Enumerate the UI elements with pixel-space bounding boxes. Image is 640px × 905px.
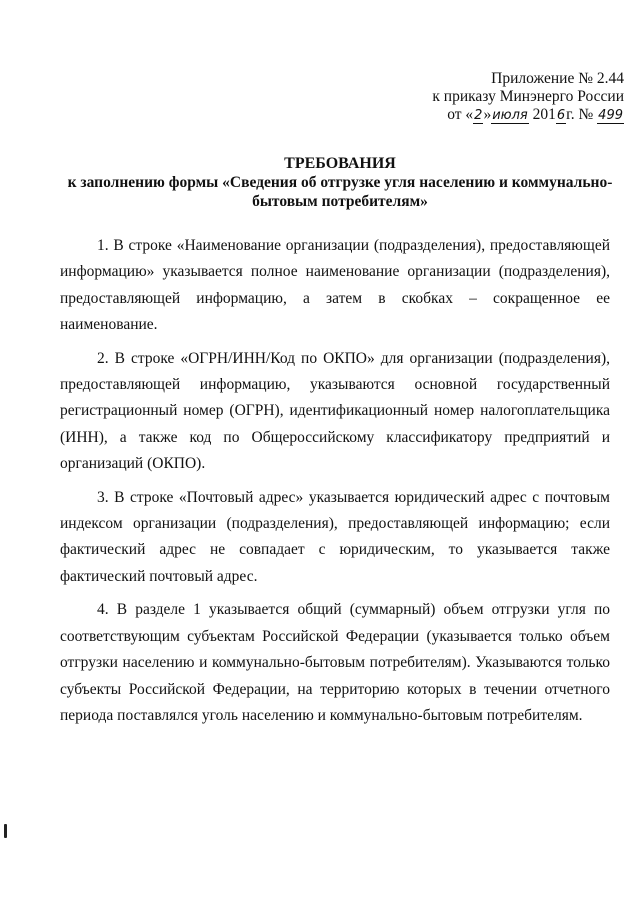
number-prefix: г. № bbox=[566, 106, 598, 123]
appendix-header bbox=[398, 70, 624, 124]
scan-margin-mark bbox=[4, 824, 7, 838]
title-main: ТРЕБОВАНИЯ bbox=[284, 155, 396, 172]
appendix-number: Приложение № 2.44 bbox=[491, 70, 624, 87]
paragraph-2: 2. В строке «ОГРН/ИНН/Код по ОКПО» для организации (подразделения), предоставляющей информацию, указываются основной государственный регистрационный номер (ОГРН), идентификационный номер налогоплательщика (ИНН), а также код по Общероссийскому классификатору предприятий и организаций (ОКПО). bbox=[60, 349, 610, 473]
title-subtitle: к заполнению формы «Сведения об отгрузке угля населению и коммунально-бытовым потребителям» bbox=[67, 174, 613, 210]
requirements-body bbox=[60, 233, 610, 736]
order-reference: к приказу Минэнерго России bbox=[432, 88, 624, 105]
handwritten-day: 2 bbox=[474, 108, 483, 123]
paragraph-1: 1. В строке «Наименование организации (подразделения), предоставляющей информацию» указывается полное наименование организации (подразделения), предоставляющей информацию, а затем в скобках – сокращенное ее наименование. bbox=[60, 237, 610, 334]
date-prefix: от « bbox=[447, 106, 474, 123]
year-prefix: 201 bbox=[528, 106, 556, 123]
date-quote-close: » bbox=[483, 106, 492, 123]
handwritten-year-digit: 6 bbox=[556, 108, 566, 123]
handwritten-order-number: 499 bbox=[598, 108, 623, 123]
order-date-line bbox=[398, 106, 624, 124]
paragraph-3: 3. В строке «Почтовый адрес» указывается юридический адрес с почтовым индексом организации (подразделения), предоставляющей информацию; если фактический адрес не совпадает с юридическим, то указывается также фактический почтовый адрес. bbox=[60, 488, 610, 585]
handwritten-month: июля bbox=[492, 108, 528, 123]
paragraph-4: 4. В разделе 1 указывается общий (суммарный) объем отгрузки угля по соответствующим субъектам Российской Федерации (указывается только объем отгрузки населению и коммунально-бытовым потребителям). Указываются только субъекты Российской Федерации, на территорию которых в течении отчетного периода поставлялся уголь населению и коммунально-бытовым потребителям. bbox=[60, 601, 610, 724]
document-title bbox=[60, 154, 620, 211]
